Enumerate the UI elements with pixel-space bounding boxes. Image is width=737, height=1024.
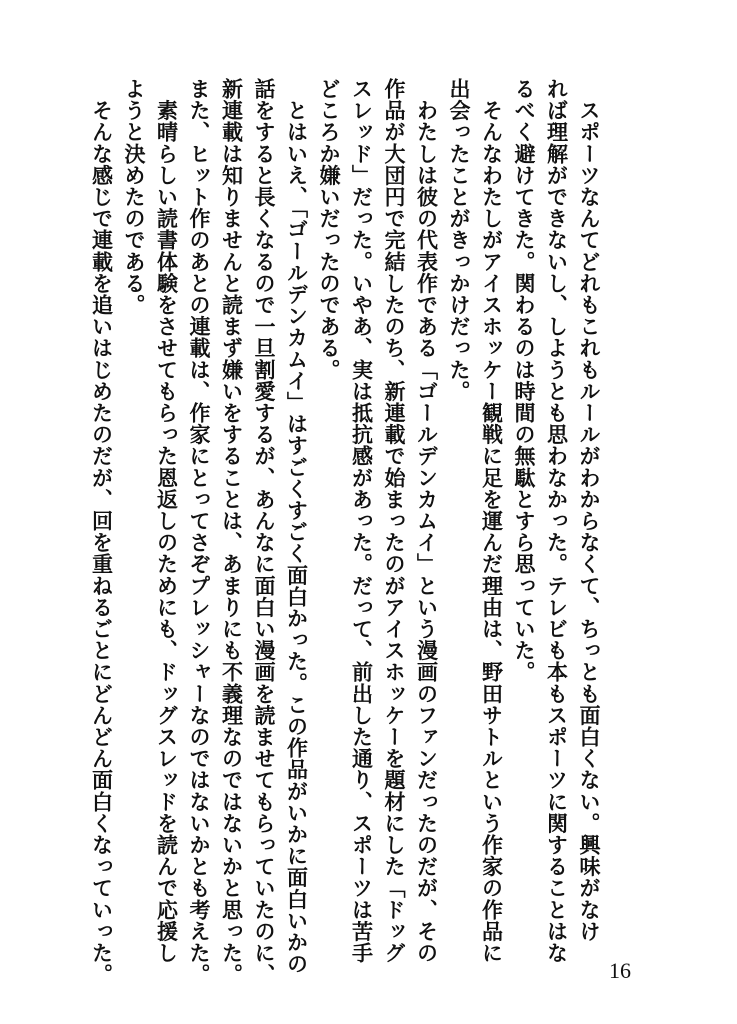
text-line: 作品が大団円で完結したのち、新連載で始まったのがアイスホッケーを題材にした「ドッグ	[382, 78, 407, 964]
body-text	[85, 78, 605, 986]
text-line: 出会ったことがきっかけだった。	[447, 78, 472, 402]
text-line: とはいえ、「ゴールデンカムイ」はすごくすごく面白かった。この作品がいかに面白いかの	[284, 78, 310, 975]
text-line: 新連載は知りませんと読まず嫌いをすることは、あまりにも不義理なのではないかと思った。	[219, 78, 245, 986]
text-line: るべく避けてきた。関わるのは時間の無駄とすら思っていた。	[512, 78, 537, 683]
text-line: 話をすると長くなるので一旦割愛するが、あんなに面白い漫画を読ませてもらっていたのに、	[252, 78, 277, 986]
text-line: そんなわたしがアイスホッケー観戦に足を運んだ理由は、野田サトルという作家の作品に	[479, 78, 505, 964]
text-line: また、ヒット作のあとの連載は、作家にとってさぞプレッシャーなのではないかとも考えた。	[187, 78, 212, 986]
text-line: れば理解ができないし、しようとも思わなかった。テレビも本もスポーツに関することはな	[544, 78, 570, 964]
text-line: 素晴らしい読書体験をさせてもらった恩返しのためにも、ドッグスレッドを読んで応援し	[154, 78, 180, 964]
page-number: 16	[609, 958, 631, 983]
text-line: そんな感じで連載を追いはじめたのだが、回を重ねるごとにどんどん面白くなっていった。	[89, 78, 115, 986]
text-line: ようと決めたのである。	[122, 78, 147, 316]
text-line: どころか嫌いだったのである。	[317, 78, 342, 381]
text-line: わたしは彼の代表作である「ゴールデンカムイ」という漫画のファンだったのだが、その	[414, 78, 440, 964]
text-line: スレッド」だった。いやあ、実は抵抗感があった。だって、前出した通り、スポーツは苦手	[349, 78, 375, 964]
text-line: スポーツなんてどれもこれもルールがわからなくて、ちっとも面白くない。興味がなけ	[577, 78, 602, 942]
